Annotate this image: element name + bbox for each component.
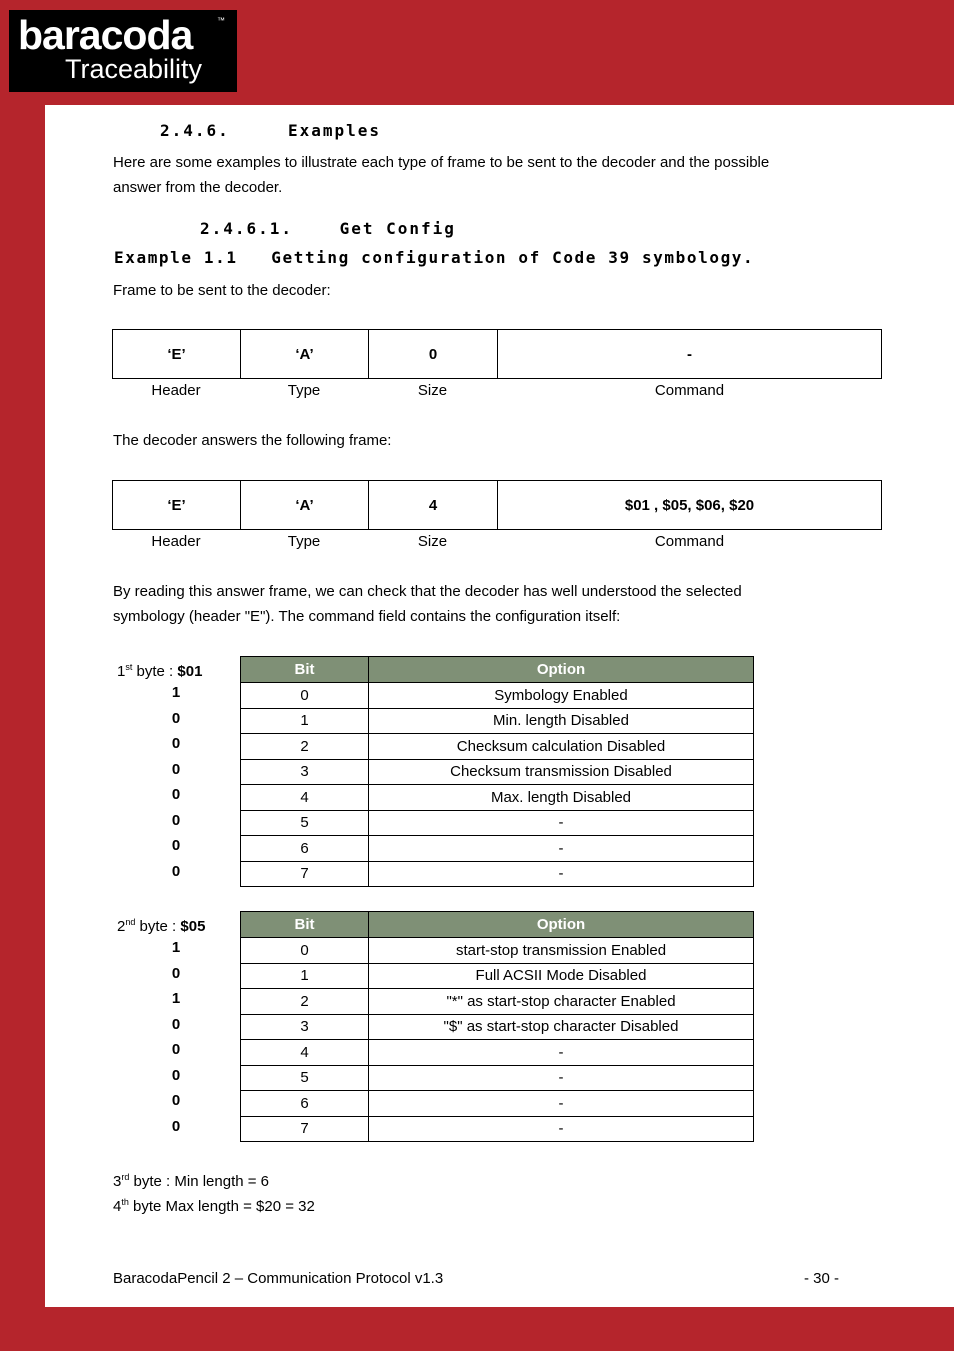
label-header: Header bbox=[151, 382, 201, 399]
frame-size-cell: 0 bbox=[369, 330, 498, 378]
col-bit: Bit bbox=[241, 912, 369, 938]
label-header: Header bbox=[151, 533, 201, 550]
byte3-line: 3rd byte : Min length = 6 bbox=[113, 1172, 270, 1190]
table-row: 3 Checksum transmission Disabled bbox=[241, 759, 754, 785]
table-row: 6 - bbox=[241, 1091, 754, 1117]
col-bit: Bit bbox=[241, 657, 369, 683]
frame-type-cell: ‘A’ bbox=[241, 481, 369, 529]
frame-answer-labels bbox=[112, 533, 882, 550]
table-row: 4 Max. length Disabled bbox=[241, 785, 754, 811]
byte1-table bbox=[240, 656, 754, 887]
frame-command-cell: $01 , $05, $06, $20 bbox=[624, 496, 755, 514]
answer-label: The decoder answers the following frame: bbox=[113, 432, 392, 449]
bit-value: 0 bbox=[171, 1041, 181, 1058]
table-row: 3 "$" as start-stop character Disabled bbox=[241, 1014, 754, 1040]
label-type: Type bbox=[287, 533, 321, 550]
frame-sent-table bbox=[112, 329, 882, 379]
bit-value: 0 bbox=[171, 709, 181, 727]
table-row: 5 - bbox=[241, 1065, 754, 1091]
table-row: 1 Full ACSII Mode Disabled bbox=[241, 963, 754, 989]
table-row: 2 "*" as start-stop character Enabled bbox=[241, 989, 754, 1015]
bit-value: 0 bbox=[171, 1092, 181, 1109]
bit-value: 0 bbox=[171, 1117, 181, 1135]
table-row: 5 - bbox=[241, 810, 754, 836]
col-option: Option bbox=[369, 657, 754, 683]
label-size: Size bbox=[417, 382, 448, 399]
table-header-row bbox=[241, 912, 754, 938]
col-option: Option bbox=[369, 912, 754, 938]
frame-sent-labels bbox=[112, 382, 882, 399]
byte4-line: 4th byte Max length = $20 = 32 bbox=[113, 1197, 315, 1215]
example-label: Example 1.1 bbox=[114, 248, 238, 267]
label-size: Size bbox=[417, 533, 448, 550]
frame-header-cell: ‘E’ bbox=[113, 330, 241, 378]
bit-value: 1 bbox=[171, 990, 181, 1007]
logo-sub: Traceability bbox=[65, 54, 203, 84]
bit-value: 0 bbox=[171, 735, 181, 752]
table-row: 7 - bbox=[241, 1116, 754, 1142]
table-row: 4 - bbox=[241, 1040, 754, 1066]
reading-line-1: By reading this answer frame, we can check that the decoder has well understood the selected bbox=[113, 583, 742, 600]
label-command: Command bbox=[654, 382, 725, 399]
frame-size-cell: 4 bbox=[369, 481, 498, 529]
bit-value: 0 bbox=[171, 837, 181, 854]
byte2-bits bbox=[112, 910, 240, 1139]
logo-brand: baracoda bbox=[18, 12, 193, 58]
table-row: 7 - bbox=[241, 861, 754, 887]
heading-number: 2.4.6.1. bbox=[200, 219, 294, 238]
intro-line-1: Here are some examples to illustrate each type of frame to be sent to the decoder and the possible bbox=[113, 154, 770, 171]
intro-line-2: answer from the decoder. bbox=[113, 179, 283, 196]
heading-2-4-6-1 bbox=[200, 219, 456, 238]
table-header-row bbox=[241, 657, 754, 683]
heading-title: Get Config bbox=[339, 219, 456, 238]
table-row: 0 Symbology Enabled bbox=[241, 683, 754, 709]
table-row: 1 Min. length Disabled bbox=[241, 708, 754, 734]
bit-value: 1 bbox=[171, 939, 181, 956]
bit-value: 0 bbox=[171, 1066, 181, 1084]
byte2-label: 2nd byte : $05 bbox=[117, 917, 206, 935]
table-row: 6 - bbox=[241, 836, 754, 862]
example-heading bbox=[114, 248, 754, 267]
bit-value: 0 bbox=[171, 964, 181, 982]
footer-page-number: - 30 - bbox=[804, 1270, 840, 1287]
frame-sent-label: Frame to be sent to the decoder: bbox=[113, 282, 331, 299]
heading-2-4-6 bbox=[160, 121, 381, 140]
logo-tm: ™ bbox=[217, 16, 225, 25]
byte1-bits bbox=[112, 655, 240, 884]
bit-value: 0 bbox=[171, 1015, 181, 1033]
frame-header-cell: ‘E’ bbox=[113, 481, 241, 529]
frame-answer-table bbox=[112, 480, 882, 530]
bit-value: 1 bbox=[171, 684, 181, 701]
table-row: 2 Checksum calculation Disabled bbox=[241, 734, 754, 760]
reading-line-2: symbology (header "E"). The command field contains the configuration itself: bbox=[113, 608, 621, 625]
frame-command-cell: - bbox=[687, 345, 692, 363]
label-command: Command bbox=[654, 533, 725, 550]
bit-value: 0 bbox=[171, 811, 181, 829]
heading-number: 2.4.6. bbox=[160, 121, 230, 140]
left-bar bbox=[0, 0, 45, 1351]
table-row: 0 start-stop transmission Enabled bbox=[241, 938, 754, 964]
label-type: Type bbox=[287, 382, 321, 399]
heading-title: Examples bbox=[287, 121, 382, 140]
bit-value: 0 bbox=[171, 786, 181, 803]
baracoda-logo bbox=[9, 10, 237, 92]
bit-value: 0 bbox=[171, 760, 181, 778]
byte1-label: 1st byte : $01 bbox=[117, 662, 203, 680]
example-title: Getting configuration of Code 39 symbology. bbox=[271, 248, 755, 267]
byte2-table bbox=[240, 911, 754, 1142]
footer-doc-title: BaracodaPencil 2 – Communication Protocol v1.3 bbox=[113, 1270, 444, 1287]
bit-value: 0 bbox=[171, 862, 181, 880]
frame-type-cell: ‘A’ bbox=[241, 330, 369, 378]
